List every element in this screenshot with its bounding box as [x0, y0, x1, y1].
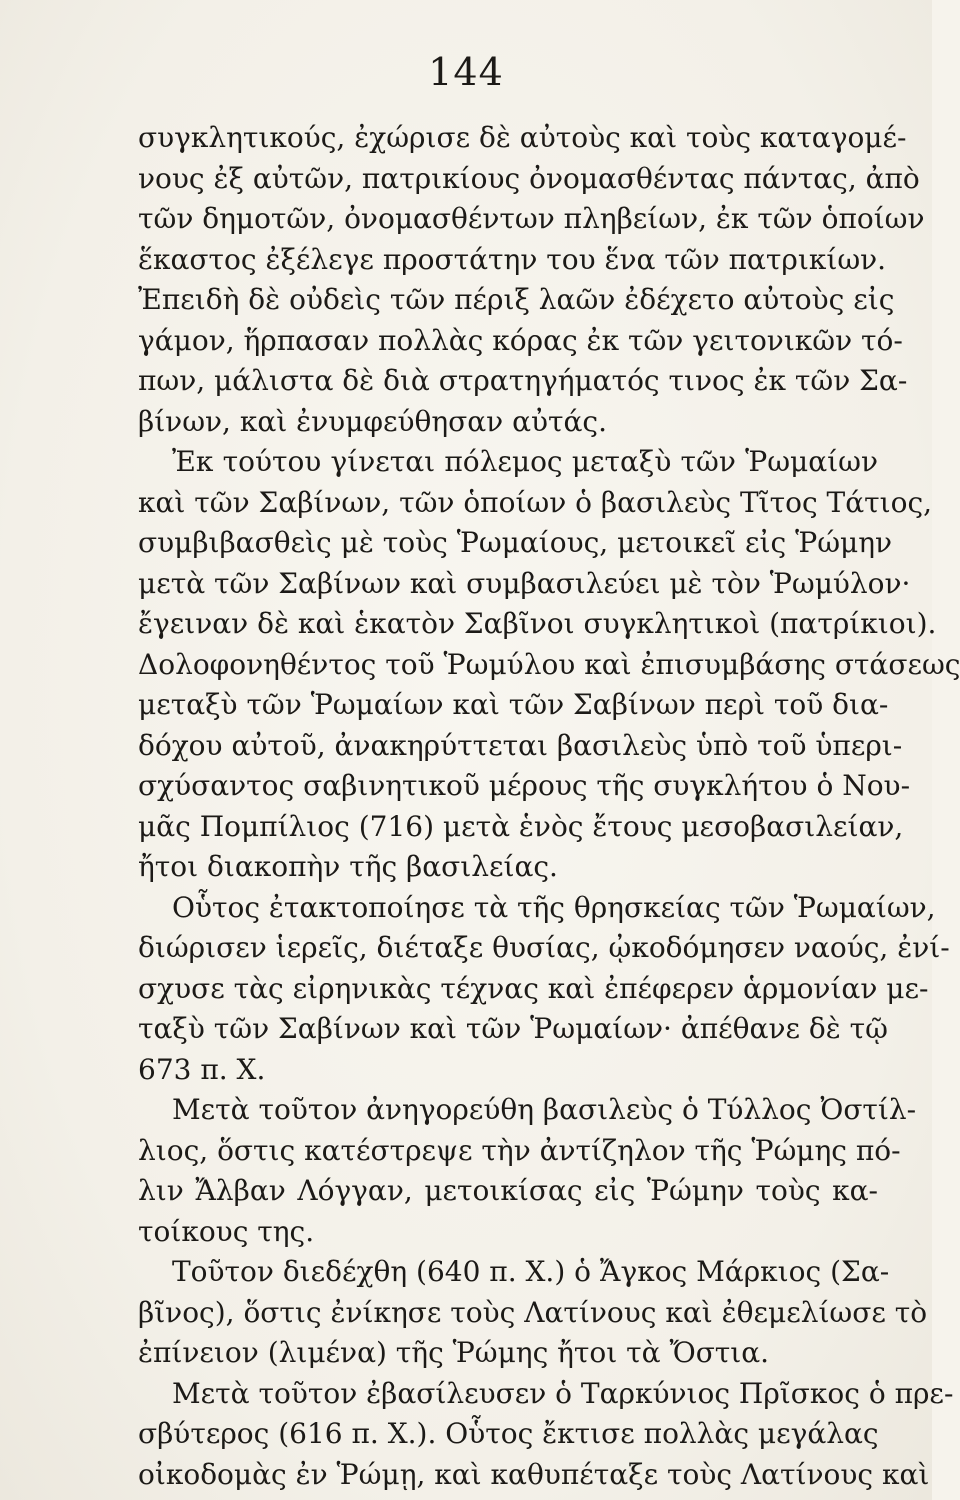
text-line: οἰκοδομὰς ἐν Ῥώμῃ, καὶ καθυπέταξε τοὺς Λατίνους καὶ — [138, 1457, 930, 1491]
text-line: Δολοφονηθέντος τοῦ Ῥωμύλου καὶ ἐπισυμβάσης στάσεως — [138, 647, 960, 681]
text-line: τῶν δημοτῶν, ὀνομασθέντων πληβείων, ἐκ τῶν ὁποίων — [138, 202, 925, 235]
text-line: μετὰ τῶν Σαβίνων καὶ συμβασιλεύει μὲ τὸν Ῥωμύλον· — [138, 566, 911, 600]
text-line: πων, μάλιστα δὲ διὰ στρατηγήματός τινος ἐκ τῶν Σα- — [138, 364, 908, 397]
text-line: δόχου αὐτοῦ, ἀνακηρύττεται βασιλεὺς ὑπὸ τοῦ ὑπερι- — [138, 728, 903, 762]
text-line: καὶ τῶν Σαβίνων, τῶν ὁποίων ὁ βασιλεὺς Τῖτος Τάτιος, — [138, 485, 933, 519]
text-line: Ἐπειδὴ δὲ οὐδεὶς τῶν πέριξ λαῶν ἐδέχετο αὐτοὺς εἰς — [138, 283, 895, 316]
paragraph — [138, 118, 925, 442]
text-line: τοίκους της. — [138, 1214, 315, 1248]
body-text — [138, 118, 960, 1495]
text-line: Ἐκ τούτου γίνεται πόλεμος μεταξὺ τῶν Ῥωμαίων — [172, 445, 878, 478]
text-line: συμβιβασθεὶς μὲ τοὺς Ῥωμαίους, μετοικεῖ εἰς Ῥώμην — [138, 526, 893, 559]
text-line: ἐπίνειον (λιμένα) τῆς Ῥώμης ἤτοι τὰ Ὄστια. — [138, 1336, 770, 1369]
text-line: νους ἐξ αὐτῶν, πατρικίους ὀνομασθέντας πάντας, ἀπὸ — [138, 161, 920, 195]
text-line: σβύτερος (616 π. Χ.). Οὗτος ἔκτισε πολλὰς μεγάλας — [138, 1417, 879, 1450]
paragraph — [138, 1252, 928, 1374]
text-line: Μετὰ τοῦτον ἐβασίλευσεν ὁ Ταρκύνιος Πρῖσκος ὁ πρε- — [172, 1376, 954, 1410]
text-line: 673 π. Χ. — [138, 1052, 266, 1086]
text-line: βῖνος), ὅστις ἐνίκησε τοὺς Λατίνους καὶ ἐθεμελίωσε τὸ — [138, 1295, 928, 1329]
text-line: Τοῦτον διεδέχθη (640 π. Χ.) ὁ Ἄγκος Μάρκιος (Σα- — [172, 1255, 890, 1288]
paragraph — [138, 888, 950, 1091]
text-line: γάμον, ἥρπασαν πολλὰς κόρας ἐκ τῶν γειτονικῶν τό- — [138, 323, 903, 357]
text-line: συγκλητικούς, ἐχώρισε δὲ αὐτοὺς καὶ τοὺς καταγομέ- — [138, 121, 907, 154]
text-line: ἤτοι διακοπὴν τῆς βασιλείας. — [138, 850, 558, 883]
text-line: Οὗτος ἐτακτοποίησε τὰ τῆς θρησκείας τῶν Ῥωμαίων, — [172, 890, 936, 924]
text-line: Μετὰ τοῦτον ἀνηγορεύθη βασιλεὺς ὁ Τύλλος Ὀστίλ- — [172, 1093, 917, 1126]
paragraph — [138, 1090, 917, 1252]
text-line: ἕκαστος ἐξέλεγε προστάτην του ἕνα τῶν πατρικίων. — [138, 242, 887, 276]
text-line: σχύσαντος σαβινητικοῦ μέρους τῆς συγκλήτου ὁ Νου- — [138, 769, 911, 802]
text-line: μᾶς Πομπίλιος (716) μετὰ ἑνὸς ἔτους μεσοβασιλείαν, — [138, 809, 904, 843]
text-line: μεταξὺ τῶν Ῥωμαίων καὶ τῶν Σαβίνων περὶ τοῦ δια- — [138, 688, 889, 721]
text-line: διώρισεν ἱερεῖς, διέταξε θυσίας, ᾠκοδόμησεν ναούς, ἐνί- — [138, 931, 950, 964]
text-line: λιν Ἄλβαν Λόγγαν, μετοικίσας εἰς Ῥώμην τοὺς κα- — [138, 1174, 878, 1207]
page-number: 144 — [428, 50, 504, 94]
text-line: σχυσε τὰς εἰρηνικὰς τέχνας καὶ ἐπέφερεν ἁρμονίαν με- — [138, 971, 929, 1005]
text-line: ἔγειναν δὲ καὶ ἑκατὸν Σαβῖνοι συγκλητικοὶ (πατρίκιοι). — [138, 607, 937, 640]
text-line: λιος, ὅστις κατέστρεψε τὴν ἀντίζηλον τῆς Ῥώμης πό- — [138, 1133, 901, 1167]
text-line: βίνων, καὶ ἐνυμφεύθησαν αὐτάς. — [138, 404, 608, 438]
text-line: ταξὺ τῶν Σαβίνων καὶ τῶν Ῥωμαίων· ἀπέθανε δὲ τῷ — [138, 1012, 888, 1045]
paragraph — [138, 1374, 954, 1496]
paragraph — [138, 442, 960, 888]
